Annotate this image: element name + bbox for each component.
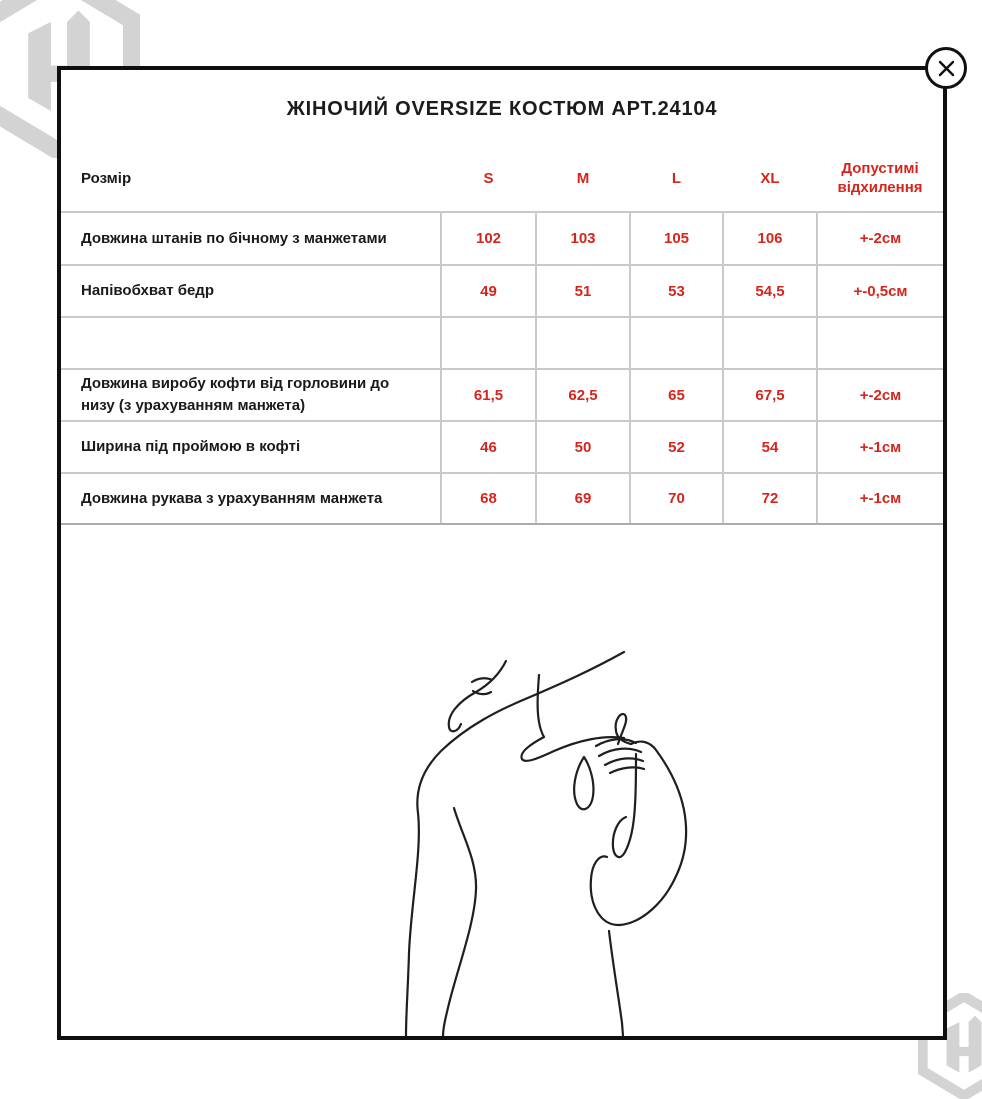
finger-line bbox=[605, 758, 643, 765]
cell-value: 69 bbox=[536, 473, 630, 524]
cell-value bbox=[536, 317, 630, 369]
size-chart-table bbox=[61, 145, 943, 525]
close-icon bbox=[938, 60, 955, 77]
cell-value bbox=[723, 317, 817, 369]
cell-deviation: +-1см bbox=[817, 421, 943, 473]
cell-deviation bbox=[817, 317, 943, 369]
cell-value: 65 bbox=[630, 369, 723, 421]
table-row bbox=[61, 369, 943, 421]
table-header-row bbox=[61, 145, 943, 212]
cell-value: 62,5 bbox=[536, 369, 630, 421]
cell-value: 61,5 bbox=[441, 369, 536, 421]
finger-line bbox=[596, 739, 636, 746]
hair-shoulder-arm-line bbox=[406, 652, 624, 1036]
cell-value: 68 bbox=[441, 473, 536, 524]
cell-value: 54 bbox=[723, 421, 817, 473]
cell-value: 46 bbox=[441, 421, 536, 473]
cell-value: 70 bbox=[630, 473, 723, 524]
cell-value: 105 bbox=[630, 212, 723, 265]
cell-value: 67,5 bbox=[723, 369, 817, 421]
finger-line bbox=[599, 749, 641, 756]
cell-deviation: +-2см bbox=[817, 369, 943, 421]
cell-value: 52 bbox=[630, 421, 723, 473]
table-row-empty bbox=[61, 317, 943, 369]
row-label: Довжина рукава з урахуванням манжета bbox=[61, 473, 441, 524]
cell-value: 49 bbox=[441, 265, 536, 317]
woman-line-art-illustration bbox=[378, 645, 708, 1036]
row-label: Напівобхват бедр bbox=[61, 265, 441, 317]
column-header-deviation: Допустимі відхилення bbox=[817, 145, 943, 212]
cell-value: 54,5 bbox=[723, 265, 817, 317]
cell-value bbox=[630, 317, 723, 369]
table-row bbox=[61, 212, 943, 265]
size-chart-modal bbox=[57, 66, 947, 1040]
wrist-outer-arm-line bbox=[591, 742, 686, 925]
cell-deviation: +-0,5см bbox=[817, 265, 943, 317]
cell-value: 102 bbox=[441, 212, 536, 265]
row-label: Довжина виробу кофти від горловини до низу (з урахуванням манжета) bbox=[61, 369, 441, 421]
cell-value: 51 bbox=[536, 265, 630, 317]
table-row bbox=[61, 421, 943, 473]
torso-side-line bbox=[443, 808, 476, 1036]
cell-value: 106 bbox=[723, 212, 817, 265]
cell-deviation: +-1см bbox=[817, 473, 943, 524]
table-row bbox=[61, 265, 943, 317]
table-row bbox=[61, 473, 943, 524]
column-header-s: S bbox=[441, 145, 536, 212]
cell-value: 103 bbox=[536, 212, 630, 265]
cell-value: 50 bbox=[536, 421, 630, 473]
column-header-l: L bbox=[630, 145, 723, 212]
column-header-size: Розмір bbox=[61, 145, 441, 212]
cell-deviation: +-2см bbox=[817, 212, 943, 265]
jaw-hair-line bbox=[449, 661, 506, 731]
cell-value: 53 bbox=[630, 265, 723, 317]
close-button[interactable] bbox=[925, 47, 967, 89]
column-header-m: M bbox=[536, 145, 630, 212]
cell-value bbox=[441, 317, 536, 369]
chest-line bbox=[574, 757, 593, 809]
page-title: ЖІНОЧИЙ OVERSIZE КОСТЮМ АРТ.24104 bbox=[286, 98, 718, 120]
row-label: Ширина під проймою в кофті bbox=[61, 421, 441, 473]
finger-line bbox=[610, 767, 644, 773]
neck-clavicle-shoulder-line bbox=[521, 675, 624, 761]
upper-arm-line bbox=[609, 931, 623, 1036]
row-label: Довжина штанів по бічному з манжетами bbox=[61, 212, 441, 265]
cell-value: 72 bbox=[723, 473, 817, 524]
column-header-xl: XL bbox=[723, 145, 817, 212]
row-label bbox=[61, 317, 441, 369]
